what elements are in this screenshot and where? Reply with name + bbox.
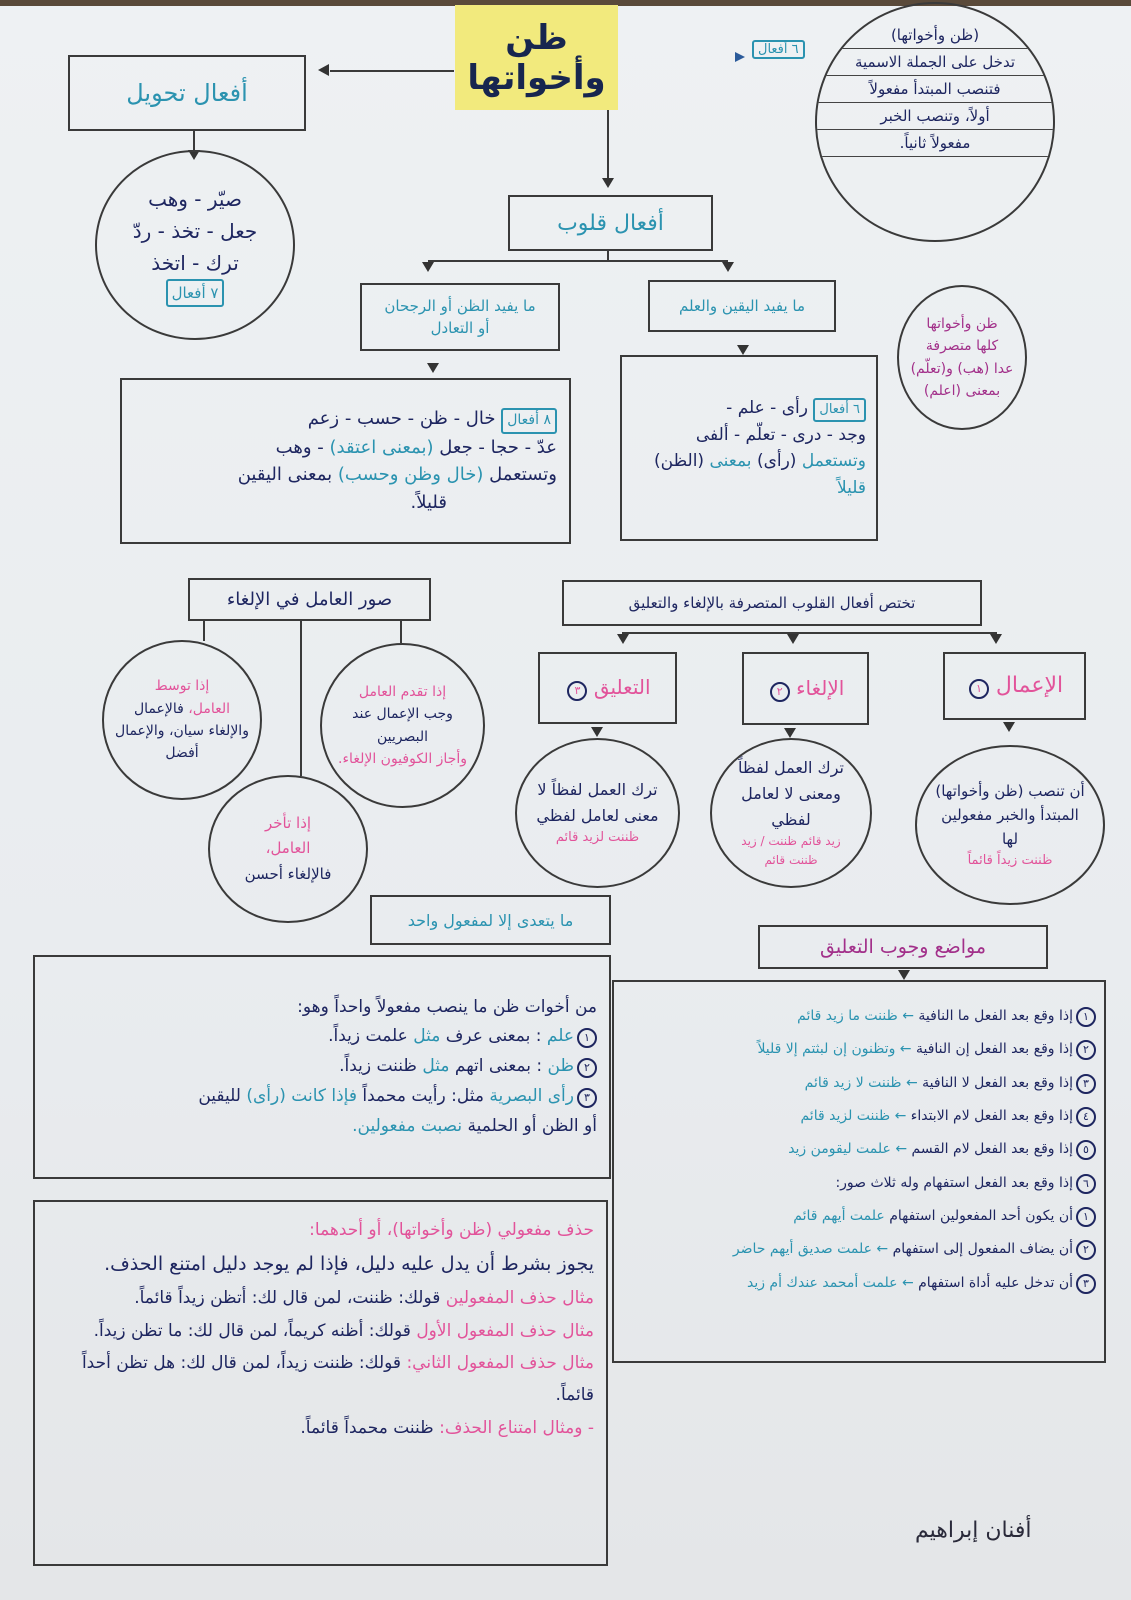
number-badge: ٤ [1076,1107,1096,1127]
number-badge: ١ [577,1028,597,1048]
connector [622,632,997,634]
case-title: إذا تأخر [264,813,312,832]
zann-label: ما يفيد الظن أو الرجحان أو التعادل [384,296,536,337]
arrow-left-icon [318,64,329,76]
example-text: قولك: ظننت زيداً، لمن قال لك: هل تظن أحداً قائماً. [81,1352,594,1406]
number-badge: ١ [969,679,989,699]
usage-text: وتستعمل [801,451,866,472]
verbs-line: وجد - درى - تعلّم - ألفى [695,425,866,446]
example: لليقين [198,1085,241,1106]
hadhf-rule: يجوز بشرط أن يدل عليه دليل، فإذا لم يوجد دليل امتنع الحذف. [104,1253,594,1276]
ilgha-label: الإلغاء [796,675,845,700]
verbs-line: خال - ظن - حسب - زعم [307,407,496,429]
single-object-content [33,955,611,1179]
connector [607,251,609,261]
example-text: ظننت لزيد قائم [555,830,640,846]
definition-circle [815,2,1055,242]
case-example: ← ظننت لزيد قائم [800,1107,907,1124]
arrow-down-icon [737,345,749,355]
usage-verbs: (خال وظن وحسب) [337,464,484,486]
definition-text: أن تنصب (ظن وأخواتها) المبتدأ والخبر مفعولين لها [935,781,1085,848]
case-item [622,1267,1096,1300]
arrow-down-icon [898,970,910,980]
case-item [622,1067,1096,1100]
case-example: ← علمت صديق أيهم حاضر [732,1241,889,1258]
intro-text: من أخوات ظن ما ينصب مفعولاً واحداً وهو: [297,996,597,1017]
case-example: ← علمت ليقومن زيد [788,1141,908,1158]
tahwil-box [68,55,306,131]
verb: علم [546,1026,574,1047]
example: ظننت زيداً. [339,1056,417,1077]
ilgha-box [742,652,869,725]
taakhkhur-circle [208,775,368,923]
case-example: ← ظننت لا زيد قائم [804,1074,918,1091]
case-text: إذا وقع بعد الفعل إن النافية [915,1041,1073,1058]
taliq-box [538,652,677,724]
example-text: قولك: ظننت، لمن قال لك: أتظن زيداً قائماً. [134,1288,441,1309]
single-object-label: ما يتعدى إلا لمفعول واحد [407,910,574,930]
connector [400,621,402,643]
example-label: مثال حذف المفعولين [445,1288,594,1309]
taliq-cases-label: مواضع وجوب التعليق [819,936,987,958]
number-badge: ٣ [567,681,587,701]
case-item [622,1200,1096,1233]
case-rule: فالإعمال والإلغاء سيان، والإعمال أفضل [115,700,249,762]
verb: ظن [547,1056,574,1077]
example-text: زيد قائم ظننت / زيد ظننت قائم [741,834,841,868]
qulub-box [508,195,713,251]
tahwil-label: أفعال تحويل [126,79,248,107]
meaning: : بمعنى عرف [445,1026,542,1047]
verb-line: جعل - تخذ - ردّ [132,219,258,243]
connector [193,131,195,151]
case-title: إذا توسط [154,678,210,695]
usage-text: بمعنى [709,451,752,472]
example: علمت زيداً. [328,1026,408,1047]
case-title: العامل، [265,839,311,858]
count-tag: ٦ أفعال [813,398,866,422]
arrow-down-icon [722,262,734,272]
usage-text: وتستعمل [489,464,557,486]
usage-text: قليلاً [836,477,866,498]
example-label: - ومثال امتناع الحذف: [439,1417,594,1438]
hadhf-title: حذف مفعولي (ظن وأخواتها)، أو أحدهما: [309,1220,594,1240]
verbs-line: رأى - علم - [726,397,808,418]
tasarruf-circle [897,285,1027,430]
title-box [455,5,618,110]
ilgha-forms-label: صور العامل في الإلغاء [226,589,393,610]
taqaddum-circle [320,643,485,808]
takhtass-label: تختص أفعال القلوب المتصرفة بالإلغاء والتعليق [628,594,916,612]
case-text: إذا وقع بعد الفعل ما النافية [918,1008,1073,1024]
iamal-box [943,652,1086,720]
case-text: أن تدخل عليه أداة استفهام [918,1274,1073,1291]
case-text: أن يكون أحد المفعولين استفهام [889,1207,1073,1224]
arrow-down-icon [427,363,439,373]
case-item [622,1000,1096,1033]
connector [330,70,454,72]
number-badge: ٢ [577,1058,597,1078]
case-title: إذا تقدم العامل [358,683,447,700]
count-tag: ٨ أفعال [501,408,557,434]
case-text: إذا وقع بعد الفعل لا النافية [922,1074,1073,1091]
number-badge: ٣ [1076,1074,1096,1094]
number-badge: ٢ [1076,1240,1096,1260]
definition-text: ترك العمل لفظاً ومعنى لا لعامل لفظي [737,758,844,829]
arrow-right-icon [735,52,745,62]
case-text: أن يضاف المفعول إلى استفهام [892,1241,1073,1258]
connector [203,621,205,641]
example-label: مثال حذف المفعول الأول [416,1320,594,1341]
hadhf-box [33,1200,608,1566]
arrow-down-icon [787,634,799,644]
definition-line: أولاً، وتنصب الخبر [817,103,1053,130]
verb-line: صيّر - وهب [148,187,242,211]
verbs-line: - وهب [275,436,324,458]
verbs-line: عدّ - حجا - جعل [439,436,557,458]
number-badge: ٥ [1076,1140,1096,1160]
case-text: إذا وقع بعد الفعل لام القسم [911,1141,1073,1158]
zann-box [360,283,560,351]
zann-verbs-box [120,378,571,544]
case-title: العامل، [188,700,231,717]
arrow-down-icon [784,728,796,738]
taliq-cases-list [612,980,1106,1363]
signature: أفنان إبراهيم [915,1518,1032,1543]
taliq-circle [515,738,680,888]
example-text: ظننت محمداً قائماً. [300,1417,434,1438]
iamal-label: الإعمال [995,673,1064,698]
ilgha-circle [710,738,872,888]
mithl: مثل [422,1056,450,1077]
verb-line: ترك - اتخذ [151,251,239,275]
arrow-down-icon [422,262,434,272]
yaqin-verbs-box [620,355,878,541]
yaqin-label: ما يفيد اليقين والعلم [678,297,806,315]
usage-verb: (رأى) [756,451,797,472]
tawassut-circle [102,640,262,800]
number-badge: ٣ [577,1088,597,1108]
yaqin-box [648,280,836,332]
definition-line: (ظن وأخواتها) [817,22,1053,49]
case-rule: وجب الإعمال عند البصريين [352,706,453,745]
number-badge: ٦ [1076,1174,1096,1194]
definition-line: مفعولاً ثانياً. [817,130,1053,157]
mithl: فإذا كانت (رأى) [246,1085,357,1106]
arrow-down-icon [990,634,1002,644]
taliq-cases-box [758,925,1048,969]
arrow-down-icon [602,178,614,188]
arrow-down-icon [591,727,603,737]
meaning-note: (بمعنى اعتقد) [329,436,434,458]
number-badge: ١ [1076,1207,1096,1227]
note-line: بمعنى (اعلم) [923,382,1001,399]
page-title: ظن وأخواتها [467,17,606,98]
meaning: مثل: رأيت محمداً [362,1085,484,1106]
arrow-down-icon [617,634,629,644]
connector [428,260,728,262]
number-badge: ٢ [1076,1040,1096,1060]
case-item [622,1133,1096,1166]
definition-line: فتنصب المبتدأ مفعولاً [817,76,1053,103]
case-item [622,1167,1096,1200]
note-line: ظن وأخواتها [926,315,998,332]
case-text: إذا وقع بعد الفعل لام الابتداء [910,1107,1073,1124]
ilgha-forms-box [188,578,431,621]
tahwil-verbs-circle [95,150,295,340]
case-example: ← علمت أمحمد عندك أم زيد [746,1274,914,1291]
arrow-down-icon [1003,722,1015,732]
taliq-label: التعليق [593,675,651,699]
connector [300,621,302,776]
meaning: : بمعنى اتهم [454,1056,543,1077]
note-line: عدا (هب) و(تعلّم) [910,360,1014,377]
case-text: إذا وقع بعد الفعل استفهام وله ثلاث صور: [835,1174,1073,1191]
usage-text: قليلاً. [410,492,447,514]
definition-text: ترك العمل لفظاً لا معنى لعامل لفظي [536,780,659,825]
connector [607,110,609,178]
note-line: كلها متصرفة [925,338,999,355]
number-badge: ٣ [1076,1274,1096,1294]
case-note: وأجاز الكوفيون الإلغاء. [338,750,467,767]
outro-text: نصبت مفعولين. [352,1115,463,1136]
case-example: ← وتظنون إن لبثتم إلا قليلاً [757,1041,912,1058]
single-object-box [370,895,611,945]
takhtass-box [562,580,982,626]
count-tag-top: ٦ أفعال [752,40,805,59]
number-badge: ٢ [770,682,790,702]
case-example: ← ظننت ما زيد قائم [797,1008,914,1024]
case-item [622,1100,1096,1133]
count-tag: ٧ أفعال [166,279,225,307]
verb: رأى البصرية [489,1085,574,1106]
case-example: علمت أيهم قائم [793,1207,885,1224]
example-label: مثال حذف المفعول الثاني: [406,1352,594,1373]
qulub-label: أفعال قلوب [557,210,664,236]
case-item [622,1033,1096,1066]
outro-text: أو الظن أو الحلمية [467,1115,597,1136]
number-badge: ١ [1076,1007,1096,1027]
example-text: ظننت زيداً قائماً [967,852,1053,868]
example-text: قولك: أظنه كريماً، لمن قال لك: ما تظن زيداً. [93,1320,411,1341]
definition-line: تدخل على الجملة الاسمية [817,49,1053,76]
case-rule: فالإلغاء أحسن [244,864,332,883]
iamal-circle [915,745,1105,905]
usage-meaning: (الظن) [654,451,705,472]
mithl: مثل [413,1026,441,1047]
usage-text: بمعنى اليقين [237,464,333,486]
case-item [622,1233,1096,1266]
